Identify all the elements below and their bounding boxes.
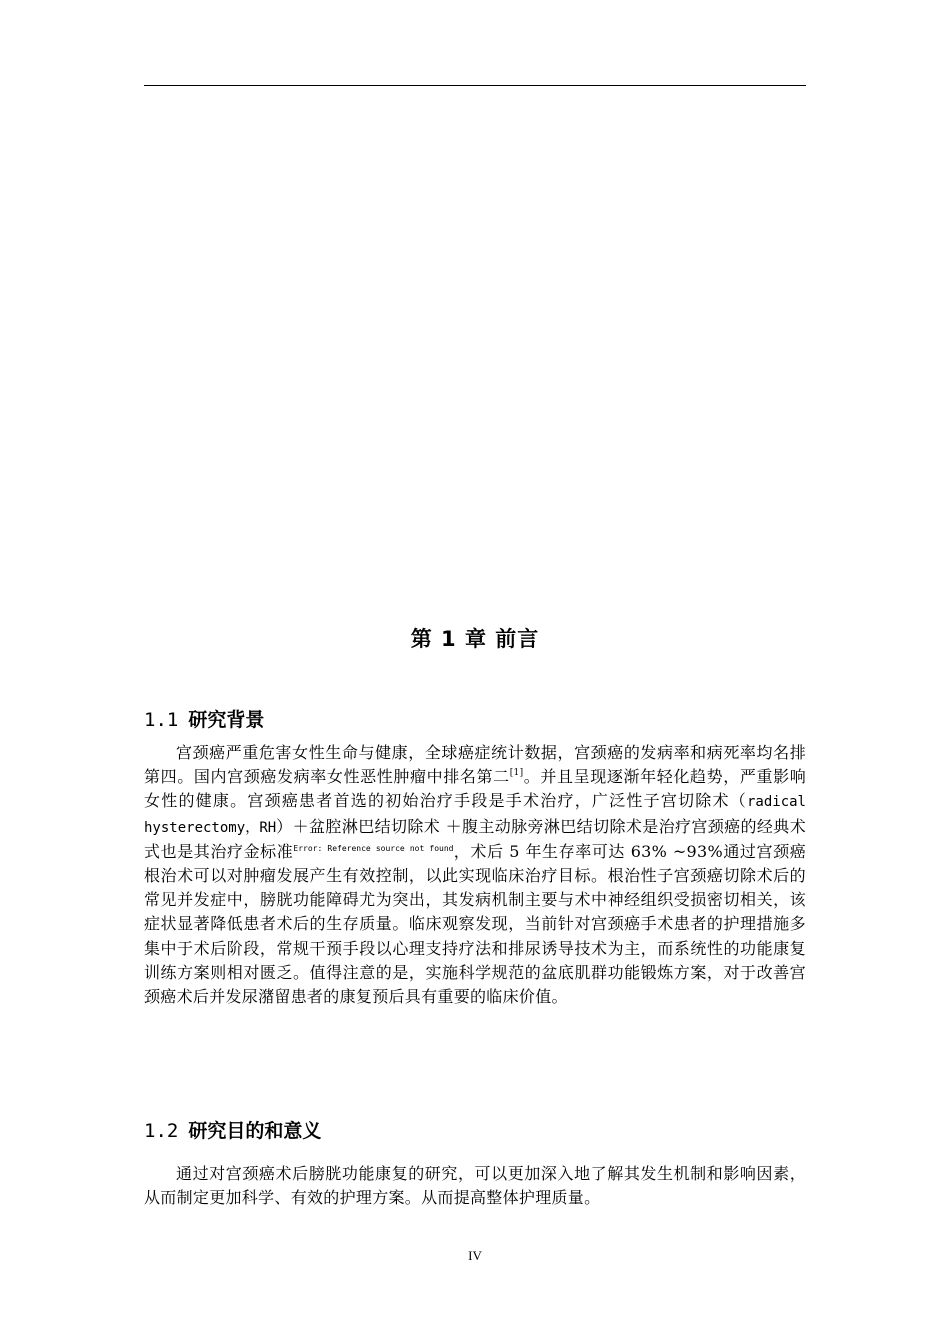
section-heading-1-1 bbox=[144, 705, 264, 732]
section-number: 1.1 bbox=[144, 709, 179, 731]
section-1-2-paragraph: 通过对宫颈癌术后膀胱功能康复的研究，可以更加深入地了解其发生机制和影响因素，从而制定更加科学、有效的护理方案。从而提高整体护理质量。 bbox=[144, 1164, 806, 1208]
section-number: 1.2 bbox=[144, 1120, 179, 1142]
paragraph-text: 宫颈癌严重危害女性生命与健康，全球癌症统计数据，宫颈癌的发病率和病死率均名排第四。国内宫颈癌发病率女性恶性肿瘤中排名第二 bbox=[144, 743, 806, 787]
page-number: IV bbox=[468, 1248, 482, 1263]
section-heading-1-2 bbox=[144, 1116, 321, 1143]
section-title: 研究目的和意义 bbox=[188, 1120, 322, 1142]
reference-error: Error: Reference source not found bbox=[293, 843, 454, 853]
citation-marker: [1] bbox=[509, 768, 524, 779]
paragraph-text: ，术后 5 年生存率可达 63% ~93%通过宫颈癌根治术可以对肿瘤发展产生有效控制，以此实现临床治疗目标。根治性子宫颈癌切除术后的常见并发症中，膀胱功能障碍尤为突出，其发病机制主要与术中神经组织受损密切相关，该症状显著降低患者术后的生存质量。临床观察发现，当前针对宫颈癌手术患者的护理措施多集中于术后阶段，常规干预手段以心理支持疗法和排尿诱导技术为主，而系统性的功能康复训练方案则相对匮乏。值得注意的是，实施科学规范的盆底肌群功能锻炼方案，对于改善宫颈癌术后并发尿潴留患者的康复预后具有重要的临床价值。 bbox=[144, 841, 807, 1007]
latin-term: radical hysterectomy，RH bbox=[144, 794, 806, 836]
paragraph-text: ）＋盆腔淋巴结切除术 ＋腹主动脉旁淋巴结切除术是治疗宫颈癌的经典术式也是其治疗金标准 bbox=[144, 816, 806, 861]
section-1-1-paragraph bbox=[144, 741, 806, 1009]
header-rule bbox=[144, 85, 806, 86]
paragraph-text: 。并且呈现逐渐年轻化趋势，严重影响女性的健康。宫颈癌患者首选的初始治疗手段是手术治疗，广泛性子宫切除术（ bbox=[144, 767, 806, 811]
section-title: 研究背景 bbox=[188, 709, 265, 731]
chapter-title: 第 1 章 前言 bbox=[410, 627, 540, 651]
